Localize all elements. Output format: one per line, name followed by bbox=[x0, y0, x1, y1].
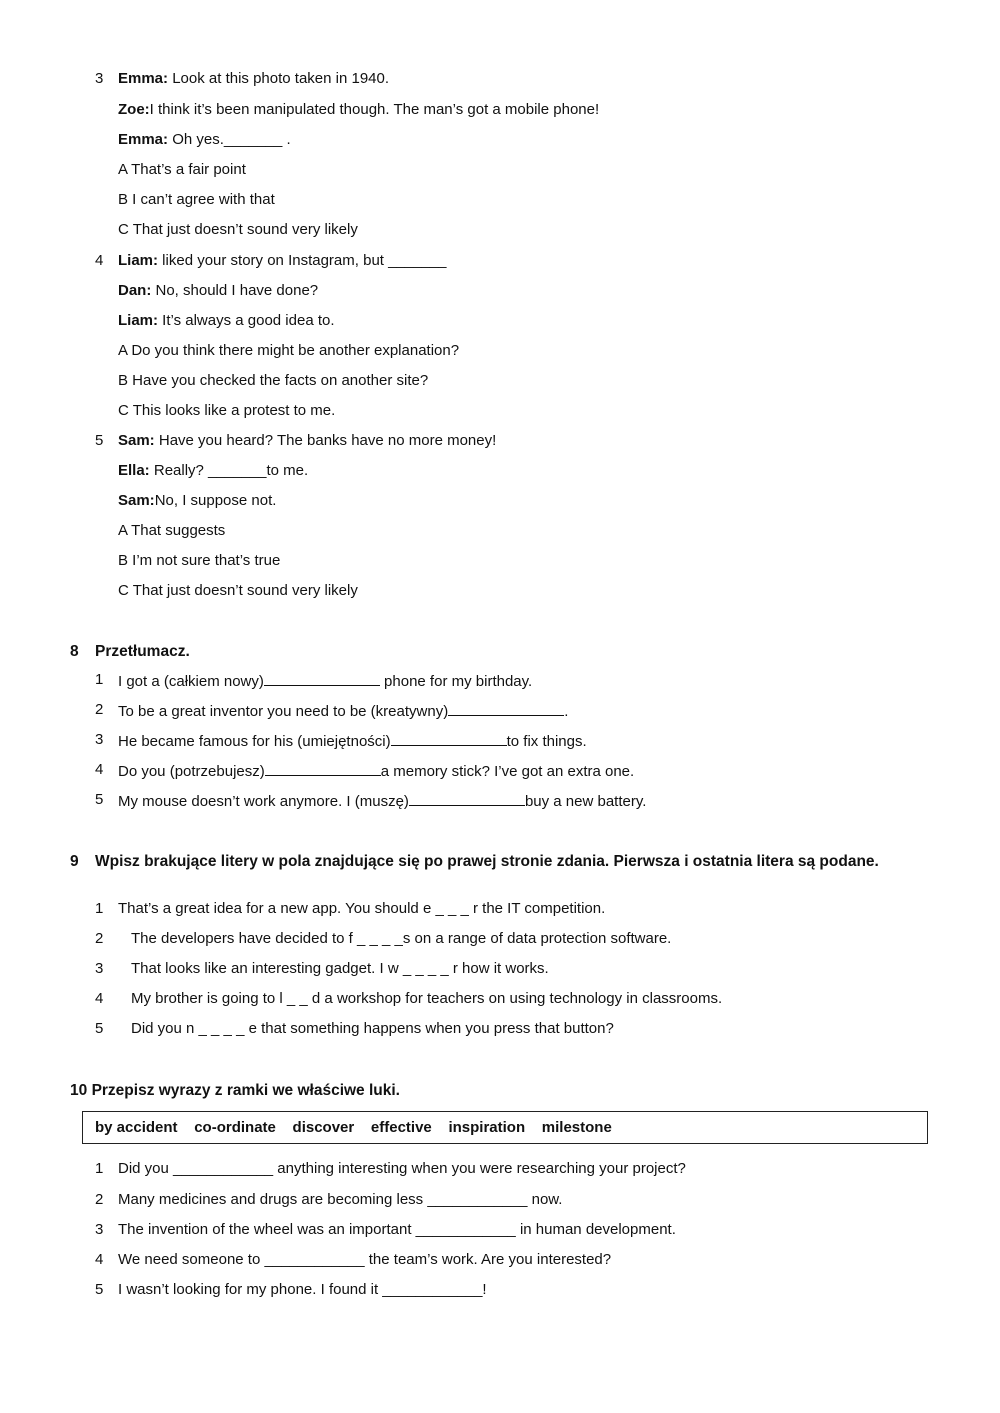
translation-item: I got a (całkiem nowy) phone for my birthday. bbox=[118, 673, 533, 690]
word-box: by accident co-ordinate discover effective inspiration milestone bbox=[82, 1111, 928, 1144]
dialogue-line: Ella: Really? _______to me. bbox=[118, 462, 309, 479]
item-number: 1 bbox=[95, 1160, 104, 1177]
answer-option[interactable]: A That suggests bbox=[118, 522, 226, 539]
exercise-heading: 8 Przetłumacz. bbox=[70, 643, 190, 660]
question-number: 3 bbox=[95, 70, 104, 87]
gap-fill-item[interactable]: Did you n _ _ _ _ e that something happens when you press that button? bbox=[131, 1020, 614, 1037]
answer-blank[interactable] bbox=[264, 671, 380, 686]
translation-item: He became famous for his (umiejętności) to fix things. bbox=[118, 733, 587, 750]
dialogue-line: Sam:No, I suppose not. bbox=[118, 492, 277, 509]
dialogue-line: Emma: Look at this photo taken in 1940. bbox=[118, 70, 390, 87]
answer-option[interactable]: C This looks like a protest to me. bbox=[118, 402, 336, 419]
item-number: 1 bbox=[95, 671, 104, 688]
answer-option[interactable]: A Do you think there might be another explanation? bbox=[118, 342, 460, 359]
question-number: 4 bbox=[95, 252, 104, 269]
translation-item: Do you (potrzebujesz) a memory stick? I’ve got an extra one. bbox=[118, 763, 635, 780]
word-box-item[interactable]: Many medicines and drugs are becoming less ____________ now. bbox=[118, 1191, 563, 1208]
answer-blank[interactable] bbox=[265, 761, 381, 776]
item-number: 5 bbox=[95, 791, 104, 808]
exercise-heading: 9 Wpisz brakujące litery w pola znajdujące się po prawej stronie zdania. Pierwsza i ostatnia litera są podane. bbox=[70, 853, 879, 870]
answer-option[interactable]: A That’s a fair point bbox=[118, 161, 246, 178]
dialogue-line: Zoe:I think it’s been manipulated though. The man’s got a mobile phone! bbox=[118, 101, 600, 118]
item-number: 2 bbox=[95, 1191, 104, 1208]
item-number: 4 bbox=[95, 761, 104, 778]
translation-item: To be a great inventor you need to be (kreatywny) . bbox=[118, 703, 569, 720]
item-number: 3 bbox=[95, 1221, 104, 1238]
gap-fill-item[interactable]: That’s a great idea for a new app. You should e _ _ _ r the IT competition. bbox=[118, 900, 606, 917]
word-box-item[interactable]: We need someone to ____________ the team’s work. Are you interested? bbox=[118, 1251, 612, 1268]
item-number: 2 bbox=[95, 701, 104, 718]
answer-blank[interactable] bbox=[391, 731, 507, 746]
exercise-heading: 10 Przepisz wyrazy z ramki we właściwe luki. bbox=[70, 1082, 400, 1099]
item-number: 4 bbox=[95, 1251, 104, 1268]
dialogue-line: Emma: Oh yes._______ . bbox=[118, 131, 291, 148]
item-number: 2 bbox=[95, 930, 104, 947]
item-number: 5 bbox=[95, 1020, 104, 1037]
translation-item: My mouse doesn’t work anymore. I (muszę) buy a new battery. bbox=[118, 793, 647, 810]
question-number: 5 bbox=[95, 432, 104, 449]
word-box-item[interactable]: The invention of the wheel was an important ____________ in human development. bbox=[118, 1221, 676, 1238]
item-number: 4 bbox=[95, 990, 104, 1007]
dialogue-line: Liam: liked your story on Instagram, but _______ bbox=[118, 252, 447, 269]
answer-blank[interactable] bbox=[448, 701, 564, 716]
answer-option[interactable]: C That just doesn’t sound very likely bbox=[118, 582, 358, 599]
word-box-item[interactable]: Did you ____________ anything interesting when you were researching your project? bbox=[118, 1160, 686, 1177]
answer-option[interactable]: C That just doesn’t sound very likely bbox=[118, 221, 358, 238]
dialogue-line: Sam: Have you heard? The banks have no more money! bbox=[118, 432, 497, 449]
item-number: 3 bbox=[95, 960, 104, 977]
item-number: 5 bbox=[95, 1281, 104, 1298]
gap-fill-item[interactable]: That looks like an interesting gadget. I w _ _ _ _ r how it works. bbox=[131, 960, 549, 977]
gap-fill-item[interactable]: My brother is going to l _ _ d a workshop for teachers on using technology in classrooms. bbox=[131, 990, 723, 1007]
answer-option[interactable]: B Have you checked the facts on another site? bbox=[118, 372, 429, 389]
gap-fill-item[interactable]: The developers have decided to f _ _ _ _s on a range of data protection software. bbox=[131, 930, 672, 947]
answer-blank[interactable] bbox=[409, 791, 525, 806]
item-number: 3 bbox=[95, 731, 104, 748]
dialogue-line: Liam: It’s always a good idea to. bbox=[118, 312, 335, 329]
item-number: 1 bbox=[95, 900, 104, 917]
answer-option[interactable]: B I’m not sure that’s true bbox=[118, 552, 281, 569]
answer-option[interactable]: B I can’t agree with that bbox=[118, 191, 275, 208]
dialogue-line: Dan: No, should I have done? bbox=[118, 282, 319, 299]
word-box-item[interactable]: I wasn’t looking for my phone. I found it ____________! bbox=[118, 1281, 487, 1298]
